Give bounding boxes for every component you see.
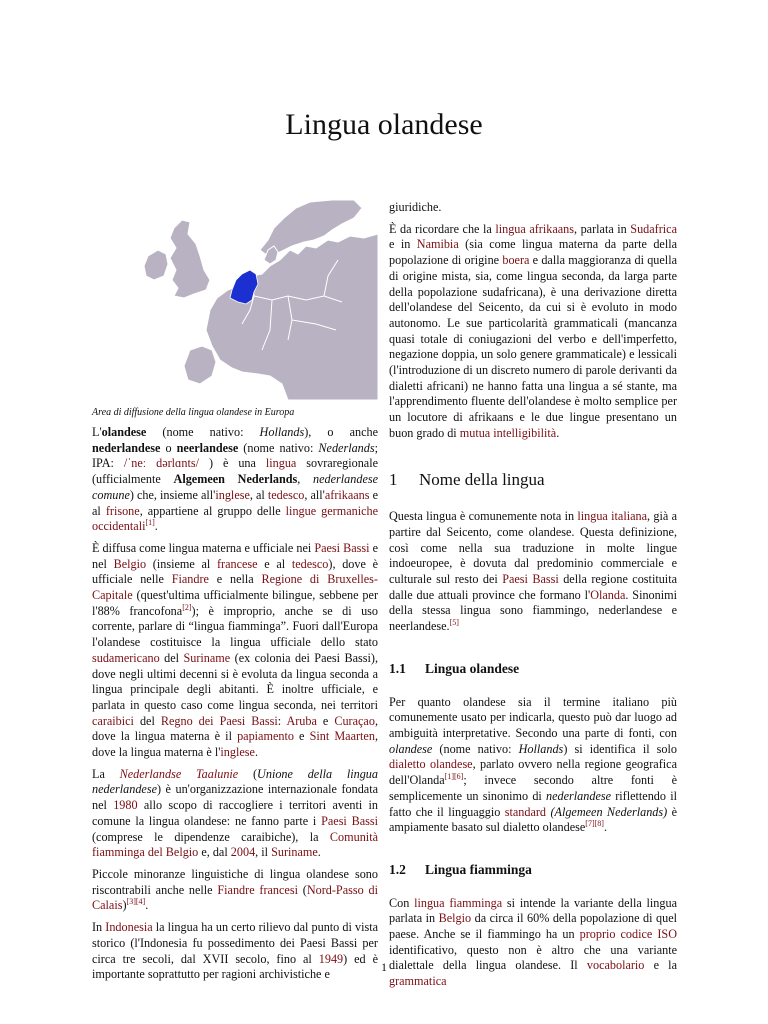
- link-sudamericano[interactable]: sudamericano: [92, 650, 160, 665]
- link-nord-passo[interactable]: Nord-Passo di Calais: [92, 882, 378, 913]
- link-lingua[interactable]: lingua: [265, 456, 297, 471]
- link-paesi-bassi[interactable]: Paesi Bassi: [314, 540, 370, 555]
- figure-caption: Area di diffusione della lingua olandese in Europa: [92, 407, 295, 418]
- link-comunita-fiamminga[interactable]: Comunità fiamminga del Belgio: [92, 829, 378, 860]
- link-curacao[interactable]: Curaçao: [334, 713, 375, 728]
- taalunie-paragraph: La Nederlandse Taalunie (Unione della lingua nederlandese) è un'organizzazione internazionale fondata nel 1980 allo scopo di raccogliere i territori aventi in comune la lingua olandese: ne fanno parte i Paesi Bassi (comprese le dipendenze caraibiche), la Comunità fiamminga del Belgio e, dal 2004, il Suriname.: [92, 766, 379, 860]
- subsection-heading-fiamminga: 1.2 Lingua fiamminga: [389, 861, 532, 877]
- ref-3-4[interactable]: [3][4]: [126, 897, 146, 907]
- right-column: [389, 200, 677, 996]
- nome-paragraph: Questa lingua è comunemente nota in lingua italiana, già a partire dal Seicento, come olandese. Questa definizione, così come nella sua traduzione in molte lingue indoeuropee, è dovuta dal predominio commerciale e culturale sul resto dei Paesi Bassi della regione costituita dalle due attuali province che formano l'Olanda. Sinonimi della stessa lingua sono fiammingo, nederlandese e neerlandese.[5]: [389, 509, 677, 634]
- link-standard[interactable]: standard: [504, 804, 547, 819]
- intro-paragraph: L'olandese (nome nativo: Hollands), o anche nederlandese o neerlandese (nome nativo: Nederlands; IPA: /ˈneː dərlɑnts/ ) è una lingua sovraregionale (ufficialmente Algemeen Nederlands, nederlandese comune) che, insieme all'inglese, al tedesco, all'afrikaans e al frisone, appartiene al gruppo delle lingue germaniche occidentali[1].: [92, 425, 379, 534]
- ref-7-8[interactable]: [7][8]: [585, 819, 604, 829]
- link-dialetto-olandese[interactable]: dialetto olandese: [389, 757, 473, 772]
- link-suriname-2[interactable]: Suriname: [271, 845, 318, 860]
- section-heading-nome: 1 Nome della lingua: [389, 469, 545, 489]
- link-caraibici[interactable]: caraibici: [92, 713, 134, 728]
- europe-map-figure[interactable]: [92, 200, 378, 400]
- diffusion-paragraph: È diffusa come lingua materna e ufficiale nei Paesi Bassi e nel Belgio (insieme al francese e al tedesco), dove è ufficiale nelle Fiandre e nella Regione di Bruxelles-Capitale (quest'ultima ufficialmente bilingue, sebbene per l'88% francofona[2]); è improprio, anche se di uso corrente, parlare di “lingua fiamminga”. Fuori dall'Europa l'olandese costituisce la lingua ufficiale dello stato sudamericano del Suriname (ex colonia dei Paesi Bassi), dove negli ultimi decenni si è evoluta da lingua seconda a lingua principale degli abitanti. È inoltre ufficiale, e parlata in questo caso come lingua seconda, nei territori caraibici del Regno dei Paesi Bassi: Aruba e Curaçao, dove la lingua materna è il papiamento e Sint Maarten, dove la lingua materna è l'inglese.: [92, 540, 379, 760]
- link-mutua-intelligibilita[interactable]: mutua intelligibilità: [459, 425, 557, 440]
- link-fiandre[interactable]: Fiandre: [171, 572, 209, 587]
- link-lingua-fiamminga[interactable]: lingua fiamminga: [414, 895, 503, 910]
- continuation-paragraph: giuridiche.: [389, 200, 442, 214]
- ref-5[interactable]: [5]: [449, 618, 459, 628]
- ref-1[interactable]: [1]: [145, 518, 155, 528]
- link-lingua-afrikaans[interactable]: lingua afrikaans: [495, 221, 574, 236]
- subsection-heading-olandese: 1.1 Lingua olandese: [389, 660, 520, 676]
- link-olanda[interactable]: Olanda: [590, 587, 626, 602]
- link-fiandre-francesi[interactable]: Fiandre francesi: [217, 882, 298, 897]
- link-sudafrica[interactable]: Sudafrica: [630, 221, 677, 236]
- olandese-paragraph: Per quanto olandese sia il termine italiano più comunemente usato per indicarla, questo può dar luogo ad ambiguità interpretative. Secondo una parte di fonti, con olandese (nome nativo: Hollands) si identifica il solo dialetto olandese, parlato ovvero nella regione geografica dell'Olanda[1][6]; invece secondo altre fonti è semplicemente un sinonimo di nederlandese riflettendo il fatto che il linguaggio standard (Algemeen Nederlands) è ampiamente basato sul dialetto olandese[7][8].: [389, 694, 678, 835]
- link-paesi-bassi-3[interactable]: Paesi Bassi: [502, 572, 559, 587]
- link-sint-maarten[interactable]: Sint Maarten: [309, 729, 375, 744]
- link-suriname[interactable]: Suriname: [183, 650, 231, 665]
- link-lingua-italiana[interactable]: lingua italiana: [577, 509, 648, 524]
- link-bruxelles[interactable]: Regione di Bruxelles-Capitale: [92, 572, 378, 603]
- link-afrikaans[interactable]: afrikaans: [324, 487, 370, 502]
- link-francese[interactable]: francese: [216, 556, 258, 571]
- page-number: 1: [381, 960, 387, 974]
- link-2004[interactable]: 2004: [230, 845, 256, 860]
- link-aruba[interactable]: Aruba: [286, 713, 317, 728]
- indonesia-paragraph: In Indonesia la lingua ha un certo rilievo dal punto di vista storico (l'Indonesia fu possedimento dei Paesi Bassi per circa tre secoli, dal XVII secolo, fino al 1949) ed è importante soprattutto per ragioni archivistiche e: [92, 920, 378, 982]
- page-title: Lingua olandese: [285, 108, 483, 141]
- link-paesi-bassi-2[interactable]: Paesi Bassi: [321, 813, 379, 828]
- link-inglese-2[interactable]: inglese: [220, 745, 255, 760]
- minorities-paragraph: Piccole minoranze linguistiche di lingua olandese sono riscontrabili anche nelle Fiandre francesi (Nord-Passo di Calais)[3][4].: [92, 866, 378, 913]
- ref-1-6[interactable]: [1][6]: [444, 772, 464, 782]
- link-inglese[interactable]: inglese: [215, 487, 250, 502]
- link-indonesia[interactable]: Indonesia: [105, 920, 153, 935]
- link-1949[interactable]: 1949: [318, 951, 344, 966]
- ref-2[interactable]: [2]: [182, 602, 192, 612]
- link-tedesco-2[interactable]: tedesco: [291, 556, 329, 571]
- link-frisone[interactable]: frisone: [105, 503, 140, 518]
- left-column: [92, 200, 378, 989]
- link-papiamento[interactable]: papiamento: [237, 729, 294, 744]
- link-grammatica[interactable]: grammatica: [389, 974, 447, 989]
- link-ipa[interactable]: /ˈneː dərlɑnts/: [123, 456, 200, 471]
- link-vocabolario[interactable]: vocabolario: [586, 958, 645, 973]
- link-lingue-germaniche[interactable]: lingue germaniche occidentali: [92, 503, 379, 534]
- link-taalunie[interactable]: Nederlandse Taalunie: [119, 766, 239, 781]
- link-boera[interactable]: boera: [502, 253, 530, 268]
- europe-map: [92, 200, 378, 400]
- link-tedesco[interactable]: tedesco: [267, 487, 305, 502]
- link-codice-iso[interactable]: proprio codice ISO: [579, 927, 678, 942]
- afrikaans-paragraph: È da ricordare che la lingua afrikaans, parlata in Sudafrica e in Namibia (sia come lingua materna da parte della popolazione di origine boera e dalla maggioranza di quella di origine mista, sia, come lingua seconda, da larga parte della popolazione sudafricana), è una derivazione diretta dell'olandese del Seicento, da cui si è evoluto in modo autonomo. Le sue particolarità grammaticali (mancanza quasi totale di coniugazioni del verbo e dell'imperfetto, negazione doppia, un solo genere grammaticale) e lessicali (l'introduzione di un discreto numero di parole derivanti da dialetti africani) ne hanno fatta una lingua a sé stante, ma l'apprendimento fluente dell'olandese è molto semplice per un locutore di afrikaans e le due lingue presentano un buon grado di mutua intelligibilità.: [389, 221, 678, 440]
- link-1980[interactable]: 1980: [113, 798, 138, 813]
- link-namibia[interactable]: Namibia: [416, 237, 459, 252]
- fiamminga-paragraph: Con lingua fiamminga si intende la variante della lingua parlata in Belgio da circa il 60% della popolazione di quel paese. Anche se il fiammingo ha un proprio codice ISO identificativo, questo non è altro che una variante dialettale della lingua olandese. Il vocabolario e la grammatica: [389, 895, 678, 989]
- link-belgio-2[interactable]: Belgio: [438, 911, 472, 926]
- link-regno[interactable]: Regno dei Paesi Bassi: [160, 713, 278, 728]
- link-belgio[interactable]: Belgio: [113, 556, 147, 571]
